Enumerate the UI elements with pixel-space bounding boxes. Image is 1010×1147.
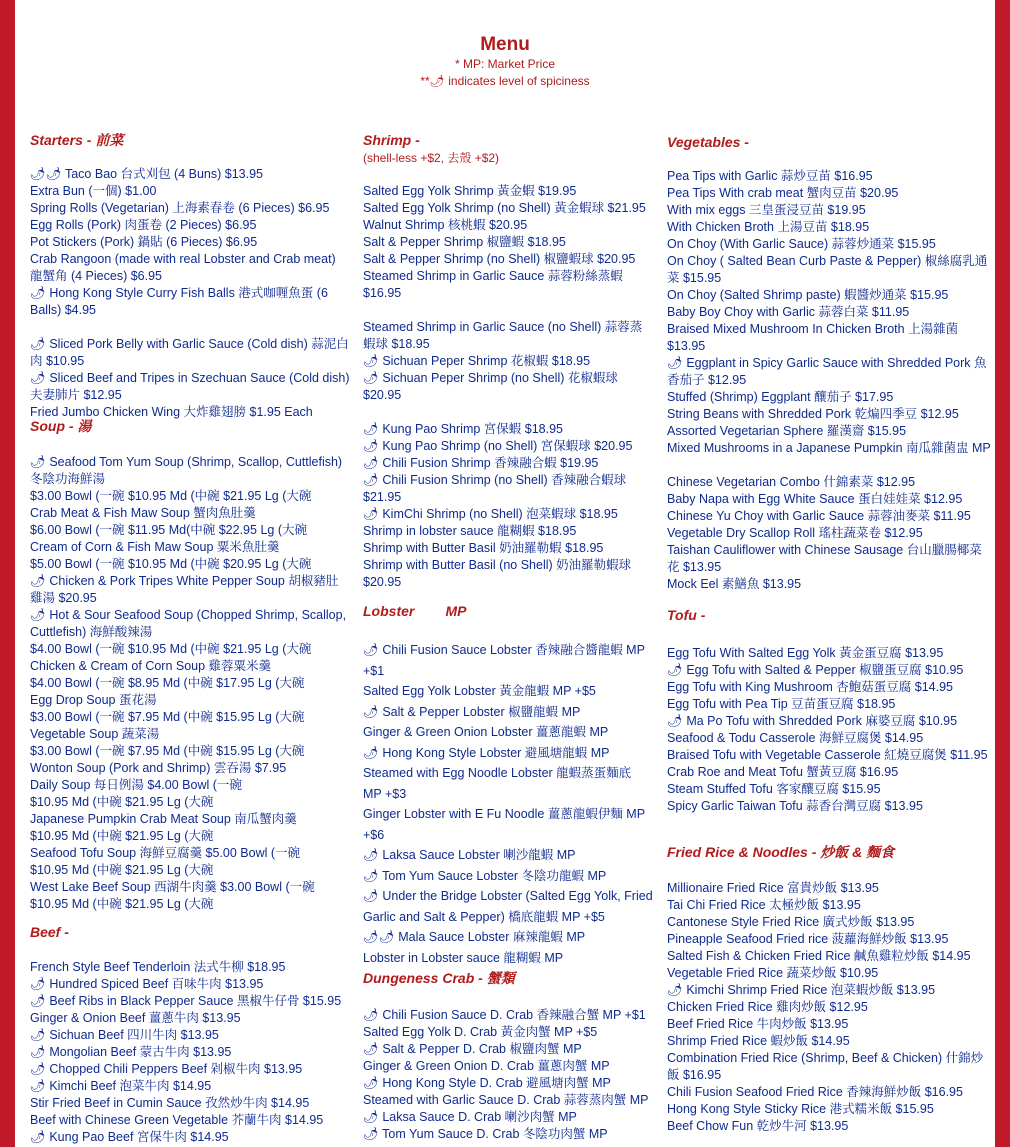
- menu-item: Chili Fusion Seafood Fried Rice 香辣海鮮炒飯 $16.95: [667, 1085, 963, 1099]
- shrimp-shell-note: (shell-less +$2, 去殼 +$2): [363, 151, 500, 165]
- menu-item: Vegetable Dry Scallop Roll 瑤柱蔬菜卷 $12.95: [667, 526, 923, 540]
- menu-item: Egg Tofu with Pea Tip 豆苗蛋豆腐 $18.95: [667, 697, 896, 711]
- menu-item: Hong Kong Style Sticky Rice 港式糯米飯 $15.95: [667, 1102, 934, 1116]
- menu-item: 🌶🌶 Mala Sauce Lobster 麻辣龍蝦 MP: [363, 930, 586, 944]
- menu-item: Egg Rolls (Pork) 肉蛋卷 (2 Pieces) $6.95: [30, 218, 257, 232]
- section-heading-lobster: Lobster MP: [363, 603, 467, 619]
- menu-item: Combination Fried Rice (Shrimp, Beef & Chicken) 什錦炒飯 $16.95: [667, 1051, 984, 1082]
- menu-item: 🌶 Eggplant in Spicy Garlic Sauce with Shredded Pork 魚香茄子 $12.95: [667, 356, 987, 387]
- menu-item: Shrimp in lobster sauce 龍糊蝦 $18.95: [363, 524, 577, 538]
- menu-item: Tai Chi Fried Rice 太極炒飯 $13.95: [667, 898, 861, 912]
- menu-item: Daily Soup 每日例湯 $4.00 Bowl (一碗: [30, 778, 242, 792]
- menu-item: $4.00 Bowl (一碗 $10.95 Md (中碗 $21.95 Lg (大碗: [30, 642, 312, 656]
- menu-item: $10.95 Md (中碗 $21.95 Lg (大碗: [30, 897, 214, 911]
- menu-item: Stir Fried Beef in Cumin Sauce 孜然炒牛肉 $14.95: [30, 1096, 310, 1110]
- menu-item: 🌶 Chili Fusion Sauce D. Crab 香辣融合蟹 MP +$1: [363, 1008, 646, 1022]
- menu-item: Wonton Soup (Pork and Shrimp) 雲吞湯 $7.95: [30, 761, 287, 775]
- menu-item: 🌶 Ma Po Tofu with Shredded Pork 麻婆豆腐 $10.95: [667, 714, 958, 728]
- menu-item: Lobster in Lobster sauce 龍糊蝦 MP: [363, 950, 564, 965]
- menu-item: String Beans with Shredded Pork 乾煸四季豆 $12.95: [667, 407, 959, 421]
- menu-item: 🌶 Hot & Sour Seafood Soup (Chopped Shrimp, Scallop, Cuttlefish) 海鮮酸辣湯: [30, 608, 347, 639]
- menu-item: Vegetable Soup 蔬菜湯: [30, 727, 160, 741]
- section-heading-tofu: Tofu -: [667, 607, 706, 623]
- menu-item: Chicken & Cream of Corn Soup 雞蓉粟米羹: [30, 659, 272, 673]
- menu-item: $3.00 Bowl (一碗 $7.95 Md (中碗 $15.95 Lg (大碗: [30, 744, 305, 758]
- menu-item: Pot Stickers (Pork) 鍋貼 (6 Pieces) $6.95: [30, 235, 258, 249]
- menu-item: Steam Stuffed Tofu 客家釀豆腐 $15.95: [667, 782, 881, 796]
- menu-item: Egg Tofu with King Mushroom 杏鮑菇蛋豆腐 $14.95: [667, 680, 954, 694]
- menu-page: [15, 0, 995, 1147]
- menu-item: Fried Jumbo Chicken Wing 大炸雞翅膀 $1.95 Each: [30, 405, 313, 419]
- menu-item: Salted Egg Yolk Lobster 黃金龍蝦 MP +$5: [363, 684, 596, 698]
- menu-item: Assorted Vegetarian Sphere 羅漢齋 $15.95: [667, 424, 907, 438]
- section-heading-fried-rice-noodles: Fried Rice & Noodles - 炒飯 & 麵食: [667, 844, 895, 860]
- menu-item: 🌶 Sichuan Beef 四川牛肉 $13.95: [30, 1028, 219, 1042]
- menu-item: Crab Roe and Meat Tofu 蟹黃豆腐 $16.95: [667, 765, 899, 779]
- menu-item: 🌶 Egg Tofu with Salted & Pepper 椒鹽蛋豆腐 $10.95: [667, 663, 964, 677]
- menu-item: 🌶 Kung Pao Shrimp (no Shell) 宮保蝦球 $20.95: [363, 439, 633, 453]
- menu-item: 🌶 Mongolian Beef 蒙古牛肉 $13.95: [30, 1045, 232, 1059]
- menu-item: Cream of Corn & Fish Maw Soup 粟米魚肚羹: [30, 540, 280, 554]
- lobster-list: [363, 640, 653, 968]
- menu-item: 🌶 Salt & Pepper D. Crab 椒鹽肉蟹 MP: [363, 1042, 582, 1056]
- menu-item: 🌶 Beef Ribs in Black Pepper Sauce 黑椒牛仔骨 $15.95: [30, 994, 342, 1008]
- menu-item: 🌶 Under the Bridge Lobster (Salted Egg Yolk, Fried Garlic and Salt & Pepper) 橋底龍蝦 MP +$5: [363, 889, 653, 924]
- menu-item: Steamed Shrimp in Garlic Sauce 蒜蓉粉絲蒸蝦 $16.95: [363, 269, 623, 300]
- menu-item: With mix eggs 三皇蛋浸豆苗 $19.95: [667, 203, 866, 217]
- starters-list: [30, 166, 350, 421]
- menu-item: $10.95 Md (中碗 $21.95 Lg (大碗: [30, 829, 214, 843]
- menu-item: 🌶 Kimchi Beef 泡菜牛肉 $14.95: [30, 1079, 212, 1093]
- menu-item: Braised Mixed Mushroom In Chicken Broth 上湯雜菌 $13.95: [667, 322, 959, 353]
- soup-list: [30, 454, 350, 913]
- menu-item: Steamed with Garlic Sauce D. Crab 蒜蓉蒸肉蟹 MP: [363, 1093, 649, 1107]
- menu-item: Ginger Lobster with E Fu Noodle 薑蔥龍蝦伊麵 MP +$6: [363, 807, 645, 842]
- menu-item: Egg Drop Soup 蛋花湯: [30, 693, 157, 707]
- menu-item: Steamed Shrimp in Garlic Sauce (no Shell) 蒜蓉蒸蝦球 $18.95: [363, 320, 643, 351]
- menu-item: 🌶 Sichuan Peper Shrimp (no Shell) 花椒蝦球 $20.95: [363, 371, 618, 402]
- menu-item: Shrimp with Butter Basil 奶油羅勒蝦 $18.95: [363, 541, 604, 555]
- menu-item: Vegetable Fried Rice 蔬菜炒飯 $10.95: [667, 966, 879, 980]
- menu-item: 🌶 Chili Fusion Shrimp 香辣融合蝦 $19.95: [363, 456, 599, 470]
- menu-item: 🌶 Kung Pao Beef 宮保牛肉 $14.95: [30, 1130, 229, 1144]
- section-heading-soup: Soup - 湯: [30, 418, 92, 434]
- menu-item: Baby Boy Choy with Garlic 蒜蓉白菜 $11.95: [667, 305, 910, 319]
- menu-item: 🌶 Sichuan Peper Shrimp 花椒蝦 $18.95: [363, 354, 591, 368]
- menu-item: 🌶 Hong Kong Style Curry Fish Balls 港式咖喱魚蛋 (6 Balls) $4.95: [30, 286, 328, 317]
- menu-item: Pea Tips with Garlic 蒜炒豆苗 $16.95: [667, 169, 873, 183]
- menu-item: $3.00 Bowl (一碗 $7.95 Md (中碗 $15.95 Lg (大碗: [30, 710, 305, 724]
- menu-item: Salt & Pepper Shrimp 椒鹽蝦 $18.95: [363, 235, 566, 249]
- menu-item: Baby Napa with Egg White Sauce 蛋白娃娃菜 $12.95: [667, 492, 963, 506]
- menu-item: With Chicken Broth 上湯豆苗 $18.95: [667, 220, 870, 234]
- menu-item: Chicken Fried Rice 雞肉炒飯 $12.95: [667, 1000, 868, 1014]
- menu-item: Seafood Tofu Soup 海鮮豆腐羹 $5.00 Bowl (一碗: [30, 846, 301, 860]
- menu-item: Mixed Mushrooms in a Japanese Pumpkin 南瓜雜菌盅 MP: [667, 441, 991, 455]
- menu-item: Crab Meat & Fish Maw Soup 蟹肉魚肚羹: [30, 506, 256, 520]
- menu-item: Beef Fried Rice 牛肉炒飯 $13.95: [667, 1017, 849, 1031]
- menu-item: Crab Rangoon (made with real Lobster and Crab meat) 龍蟹角 (4 Pieces) $6.95: [30, 252, 336, 283]
- menu-item: West Lake Beef Soup 西湖牛肉羹 $3.00 Bowl (一碗: [30, 880, 315, 894]
- menu-item: $3.00 Bowl (一碗 $10.95 Md (中碗 $21.95 Lg (大碗: [30, 489, 312, 503]
- menu-item: $6.00 Bowl (一碗 $11.95 Md(中碗 $22.95 Lg (大碗: [30, 523, 307, 537]
- menu-item: Egg Tofu With Salted Egg Yolk 黃金蛋豆腐 $13.95: [667, 646, 944, 660]
- menu-item: Salted Egg Yolk Shrimp 黃金蝦 $19.95: [363, 184, 577, 198]
- menu-item: Salted Egg Yolk D. Crab 黃金肉蟹 MP +$5: [363, 1025, 598, 1039]
- menu-item: $5.00 Bowl (一碗 $10.95 Md (中碗 $20.95 Lg (大碗: [30, 557, 312, 571]
- menu-item: 🌶 Kung Pao Shrimp 宮保蝦 $18.95: [363, 422, 563, 436]
- menu-item: 🌶 Chopped Chili Peppers Beef 剁椒牛肉 $13.95: [30, 1062, 303, 1076]
- section-heading-beef: Beef -: [30, 924, 69, 940]
- menu-item: Beef with Chinese Green Vegetable 芥蘭牛肉 $14.95: [30, 1113, 324, 1127]
- menu-item: 🌶🌶 Taco Bao 台式刈包 (4 Buns) $13.95: [30, 167, 263, 181]
- menu-item: Seafood & Todu Casserole 海鮮豆腐煲 $14.95: [667, 731, 924, 745]
- menu-item: 🌶 KimChi Shrimp (no Shell) 泡菜蝦球 $18.95: [363, 507, 618, 521]
- menu-item: Ginger & Green Onion D. Crab 薑蔥肉蟹 MP: [363, 1059, 610, 1073]
- beef-list: [30, 959, 350, 1146]
- menu-title: Menu: [480, 34, 530, 55]
- spiciness-note: **🌶 indicates level of spiciness: [420, 74, 590, 88]
- menu-item: Japanese Pumpkin Crab Meat Soup 南瓜蟹肉羹: [30, 812, 297, 826]
- market-price-note: * MP: Market Price: [454, 57, 556, 71]
- crab-list: [363, 1007, 653, 1143]
- menu-item: Braised Tofu with Vegetable Casserole 紅燒豆腐煲 $11.95: [667, 748, 988, 762]
- rice-noodles-list: [667, 880, 992, 1135]
- menu-item: $10.95 Md (中碗 $21.95 Lg (大碗: [30, 795, 214, 809]
- tofu-list: [667, 645, 992, 815]
- section-heading-dungeness-crab: Dungeness Crab - 蟹類: [363, 970, 515, 986]
- menu-item: Walnut Shrimp 核桃蝦 $20.95: [363, 218, 528, 232]
- menu-item: 🌶 Laksa Sauce Lobster 喇沙龍蝦 MP: [363, 848, 576, 862]
- menu-item: Salted Fish & Chicken Fried Rice 鹹魚雞粒炒飯 $14.95: [667, 949, 971, 963]
- menu-item: French Style Beef Tenderloin 法式牛柳 $18.95: [30, 960, 286, 974]
- section-heading-starters: Starters - 前菜: [30, 132, 124, 148]
- menu-header: [15, 34, 995, 90]
- shrimp-list: [363, 183, 653, 591]
- menu-item: Shrimp with Butter Basil (no Shell) 奶油羅勒蝦球 $20.95: [363, 558, 632, 589]
- menu-item: Cantonese Style Fried Rice 廣式炒飯 $13.95: [667, 915, 915, 929]
- menu-item: Pea Tips With crab meat 蟹肉豆苗 $20.95: [667, 186, 899, 200]
- section-heading-vegetables: Vegetables -: [667, 134, 749, 150]
- menu-item: 🌶 Laksa Sauce D. Crab 喇沙肉蟹 MP: [363, 1110, 577, 1124]
- menu-item: $4.00 Bowl (一碗 $8.95 Md (中碗 $17.95 Lg (大碗: [30, 676, 305, 690]
- menu-item: 🌶 Tom Yum Sauce Lobster 冬陰功龍蝦 MP: [363, 868, 607, 883]
- menu-item: 🌶 Hong Kong Style D. Crab 避風塘肉蟹 MP: [363, 1076, 611, 1090]
- menu-item: 🌶 Sliced Beef and Tripes in Szechuan Sauce (Cold dish) 夫妻肺片 $12.95: [30, 371, 350, 402]
- menu-item: Pineapple Seafood Fried rice 菠蘿海鮮炒飯 $13.95: [667, 932, 949, 946]
- menu-item: On Choy (With Garlic Sauce) 蒜蓉炒通菜 $15.95: [667, 237, 936, 251]
- menu-item: Spicy Garlic Taiwan Tofu 蒜香台灣豆腐 $13.95: [667, 799, 923, 813]
- menu-item: Taishan Cauliflower with Chinese Sausage 台山臘腸椰菜花 $13.95: [667, 543, 982, 574]
- menu-item: Spring Rolls (Vegetarian) 上海素春卷 (6 Pieces) $6.95: [30, 201, 330, 215]
- menu-item: Beef Chow Fun 乾炒牛河 $13.95: [667, 1119, 849, 1133]
- menu-item: Extra Bun (一個) $1.00: [30, 184, 157, 198]
- menu-item: 🌶 Tom Yum Sauce D. Crab 冬陰功肉蟹 MP: [363, 1127, 608, 1141]
- menu-item: 🌶 Hong Kong Style Lobster 避風塘龍蝦 MP: [363, 745, 610, 760]
- menu-item: On Choy ( Salted Bean Curb Paste & Pepper) 椒絲腐乳通菜 $15.95: [667, 254, 988, 285]
- menu-item: $10.95 Md (中碗 $21.95 Lg (大碗: [30, 863, 214, 877]
- section-heading-shrimp: Shrimp -: [363, 132, 420, 148]
- menu-item: 🌶 Sliced Pork Belly with Garlic Sauce (Cold dish) 蒜泥白肉 $10.95: [30, 337, 349, 368]
- menu-item: Chinese Yu Choy with Garlic Sauce 蒜蓉油麥菜 $11.95: [667, 509, 971, 523]
- menu-item: Salted Egg Yolk Shrimp (no Shell) 黃金蝦球 $21.95: [363, 201, 646, 215]
- menu-item: Salt & Pepper Shrimp (no Shell) 椒鹽蝦球 $20.95: [363, 252, 636, 266]
- menu-item: 🌶 Hundred Spiced Beef 百味牛肉 $13.95: [30, 977, 264, 991]
- menu-item: Steamed with Egg Noodle Lobster 龍蝦蒸蛋麵底 MP +$3: [363, 766, 632, 801]
- menu-item: 🌶 Seafood Tom Yum Soup (Shrimp, Scallop, Cuttlefish) 冬陰功海鮮湯: [30, 455, 343, 486]
- vegetables-list: [667, 168, 992, 593]
- menu-item: Shrimp Fried Rice 蝦炒飯 $14.95: [667, 1034, 850, 1048]
- menu-item: 🌶 Kimchi Shrimp Fried Rice 泡菜蝦炒飯 $13.95: [667, 983, 936, 997]
- menu-item: 🌶 Chili Fusion Sauce Lobster 香辣融合醬龍蝦 MP +$1: [363, 643, 645, 678]
- menu-item: On Choy (Salted Shrimp paste) 蝦醬炒通菜 $15.95: [667, 288, 949, 302]
- menu-item: 🌶 Salt & Pepper Lobster 椒鹽龍蝦 MP: [363, 704, 581, 719]
- menu-item: Stuffed (Shrimp) Eggplant 釀茄子 $17.95: [667, 390, 894, 404]
- menu-item: 🌶 Chili Fusion Shrimp (no Shell) 香辣融合蝦球 $21.95: [363, 473, 627, 504]
- menu-item: Mock Eel 素鱔魚 $13.95: [667, 577, 802, 591]
- menu-item: Ginger & Green Onion Lobster 薑蔥龍蝦 MP: [363, 725, 609, 739]
- menu-item: Millionaire Fried Rice 富貴炒飯 $13.95: [667, 881, 879, 895]
- menu-item: Chinese Vegetarian Combo 什錦素菜 $12.95: [667, 475, 916, 489]
- menu-item: 🌶 Chicken & Pork Tripes White Pepper Soup 胡椒豬肚雞湯 $20.95: [30, 574, 339, 605]
- menu-item: Ginger & Onion Beef 薑蔥牛肉 $13.95: [30, 1011, 241, 1025]
